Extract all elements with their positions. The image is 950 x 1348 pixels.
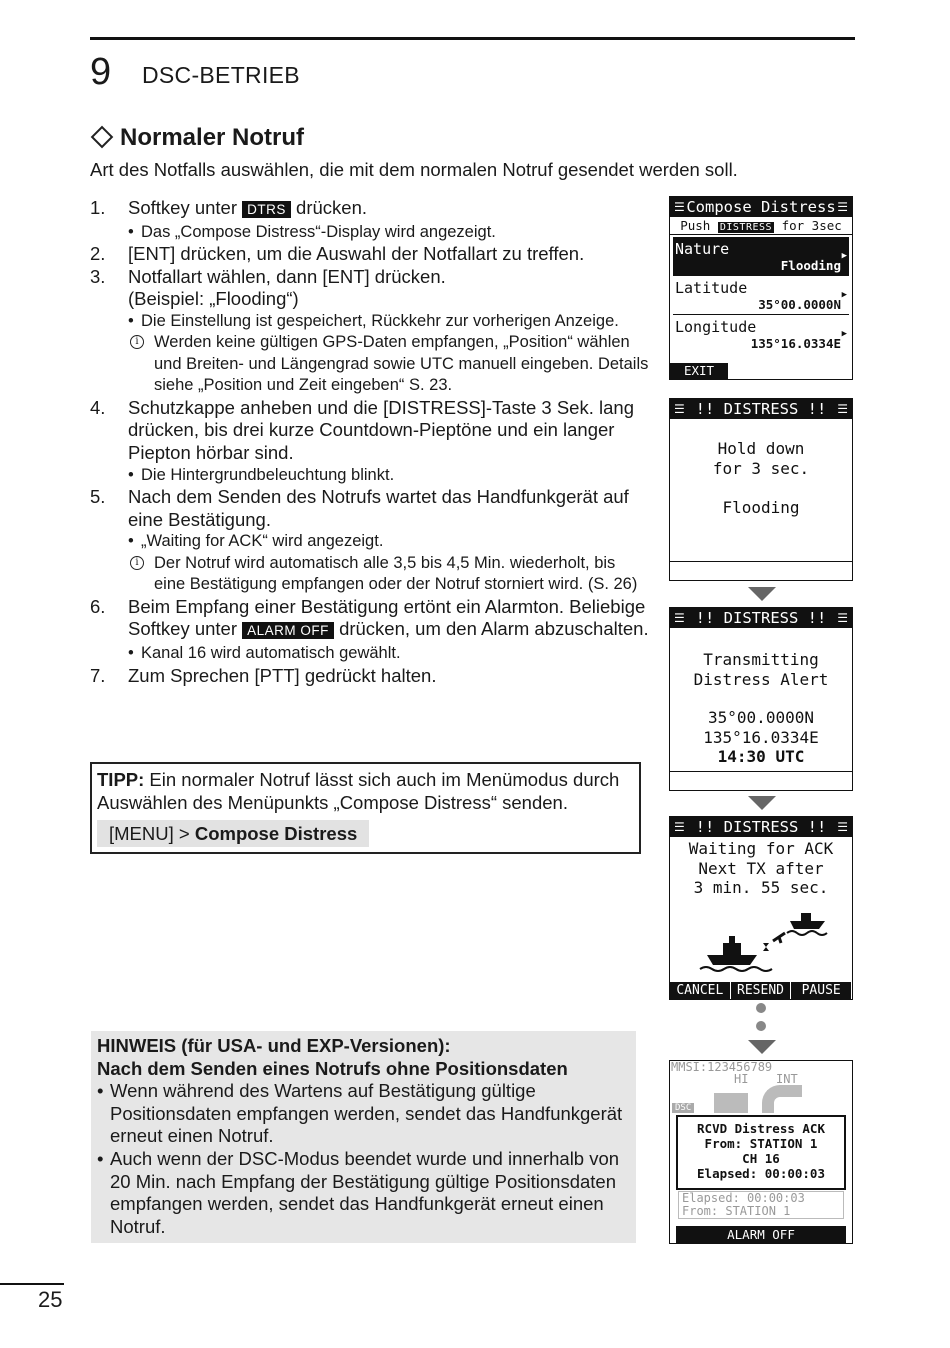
- step-5: 5. Nach dem Senden des Notrufs wartet das Handfunkgerät auf eine Bestätigung. • „Waiting for ACK“ wird angezeigt. i Der Notruf wird automatisch alle 3,5 bis 4,5 Min. wiederholt, bis eine Bestätigung empfangen oder der Notruf storniert wird. (S. 26): [90, 486, 650, 596]
- info-icon: i: [130, 335, 144, 349]
- page-rule: [0, 1283, 64, 1285]
- section-title: Normaler Notruf: [90, 124, 304, 152]
- step-7: 7. Zum Sprechen [PTT] gedrückt halten.: [90, 664, 437, 686]
- note-box: HINWEIS (für USA- und EXP-Versionen): Nach dem Senden eines Notrufs ohne Positionsdaten • Wenn während des Wartens auf Bestätigung gültige Positionsdaten empfangen werden, sendet das Handfunkgerät erneut einen Notruf. • Auch wenn der DSC-Modus beendet wurde und innerhalb von 20 Min. nach Empfang der Bestätigung gültige Positionsdaten empfangen werden, sendet das Handfunkgerät erneut einen Notruf.: [91, 1031, 636, 1243]
- dot-icon: [756, 1021, 766, 1031]
- chapter-title: DSC-BETRIEB: [142, 62, 300, 88]
- resend-softkey: RESEND: [731, 982, 792, 999]
- lcd-transmitting: ☰ !! DISTRESS !! ☰ Transmitting Distress Alert 35°00.0000N 135°16.0334E 14:30 UTC: [669, 607, 853, 791]
- info-icon: i: [130, 556, 144, 570]
- arrow-down-icon: [748, 587, 776, 601]
- diamond-icon: [91, 126, 114, 149]
- step-1: 1. Softkey unter DTRS drücken. • Das „Compose Distress“-Display wird angezeigt.: [90, 197, 650, 243]
- ships-icon: [695, 903, 835, 975]
- longitude-field: Longitude 135°16.0334E ▶: [675, 318, 847, 351]
- step-4: 4. Schutzkappe anheben und die [DISTRESS]-Taste 3 Sek. lang drücken, bis drei kurze Countdown-Pieptöne und ein langer Piepton hörbar sind. • Die Hintergrundbeleuchtung blinkt.: [90, 397, 650, 486]
- dtrs-key-label: DTRS: [242, 201, 291, 218]
- step-5-sub: • „Waiting for ACK“ wird angezeigt.: [128, 532, 384, 551]
- chapter-number: 9: [90, 51, 112, 93]
- cancel-softkey: CANCEL: [670, 982, 731, 999]
- step-6: 6. Beim Empfang einer Bestätigung ertönt ein Alarmton. Beliebige Softkey unter ALARM OFF drücken, um den Alarm abzuschalten. • Kanal 16 wird automatisch gewählt.: [90, 596, 650, 665]
- steps-list: [90, 197, 650, 687]
- tip-box: TIPP: Ein normaler Notruf lässt sich auch im Menümodus durch Auswählen des Menüpunkts „Compose Distress“ senden. [MENU] > Compose Distress: [90, 762, 641, 854]
- arrow-down-icon: [748, 1040, 776, 1054]
- pause-softkey: PAUSE: [791, 982, 852, 999]
- menu-path: [MENU] > Compose Distress: [97, 820, 369, 847]
- step-4-sub: • Die Hintergrundbeleuchtung blinkt.: [128, 465, 395, 484]
- lcd-waiting-ack: ☰ !! DISTRESS !! ☰ Waiting for ACK Next TX after 3 min. 55 sec. CANCEL RESEND PAUSE: [669, 816, 853, 1000]
- arrow-down-icon: [748, 796, 776, 810]
- step-6-sub: • Kanal 16 wird automatisch gewählt.: [128, 644, 401, 663]
- step-3-info: i Werden keine gültigen GPS-Daten empfangen, „Position“ wählen und Breiten- und Längengrad sowie UTC manuell eingeben. Details siehe „Position und Zeit eingeben“ S. 23.: [128, 332, 650, 397]
- lcd-ack-received: MMSI:123456789 HI INT DSC RCVD Distress ACK From: STATION 1 CH 16 Elapsed: 00:00:03 Elapsed: 00:00:03 From: STATION 1 ALARM OFF: [669, 1060, 853, 1244]
- lcd-compose-distress: ☰ Compose Distress ☰ Push DISTRESS for 3sec Nature Flooding ▶ Latitude 35°00.0000N ▶ Longitude 135°16.0334E ▶ EXIT: [669, 196, 853, 380]
- intro-text: Art des Notfalls auswählen, die mit dem normalen Notruf gesendet werden soll.: [90, 159, 738, 180]
- exit-softkey: EXIT: [670, 363, 728, 379]
- latitude-field: Latitude 35°00.0000N ▶: [673, 276, 849, 315]
- lcd-hold-down: ☰ !! DISTRESS !! ☰ Hold down for 3 sec. Flooding: [669, 398, 853, 581]
- alarm-off-key-label: ALARM OFF: [242, 622, 334, 639]
- dot-icon: [756, 1003, 766, 1013]
- page-number: 25: [38, 1287, 63, 1312]
- ack-popup: RCVD Distress ACK From: STATION 1 CH 16 Elapsed: 00:00:03: [676, 1115, 846, 1190]
- top-rule: [90, 37, 855, 40]
- nature-field: Nature Flooding ▶: [673, 237, 849, 276]
- step-1-sub: • Das „Compose Distress“-Display wird angezeigt.: [128, 222, 496, 241]
- step-2: 2. [ENT] drücken, um die Auswahl der Notfallart zu treffen.: [90, 243, 585, 265]
- step-3: 3. Notfallart wählen, dann [ENT] drücken. (Beispiel: „Flooding“) • Die Einstellung ist gespeichert, Rückkehr zur vorherigen Anzeige. i Werden keine gültigen GPS-Daten empfangen, „Position“ wählen und Breiten- und Längengrad sowie UTC manuell eingeben. Details siehe „Position und Zeit eingeben“ S. 23.: [90, 266, 650, 397]
- step-5-info: i Der Notruf wird automatisch alle 3,5 bis 4,5 Min. wiederholt, bis eine Bestätigung empfangen oder der Notruf storniert wird. (S. 26): [128, 553, 650, 596]
- step-3-sub: • Die Einstellung ist gespeichert, Rückkehr zur vorherigen Anzeige.: [128, 311, 619, 330]
- alarm-off-softkey: ALARM OFF: [676, 1226, 846, 1243]
